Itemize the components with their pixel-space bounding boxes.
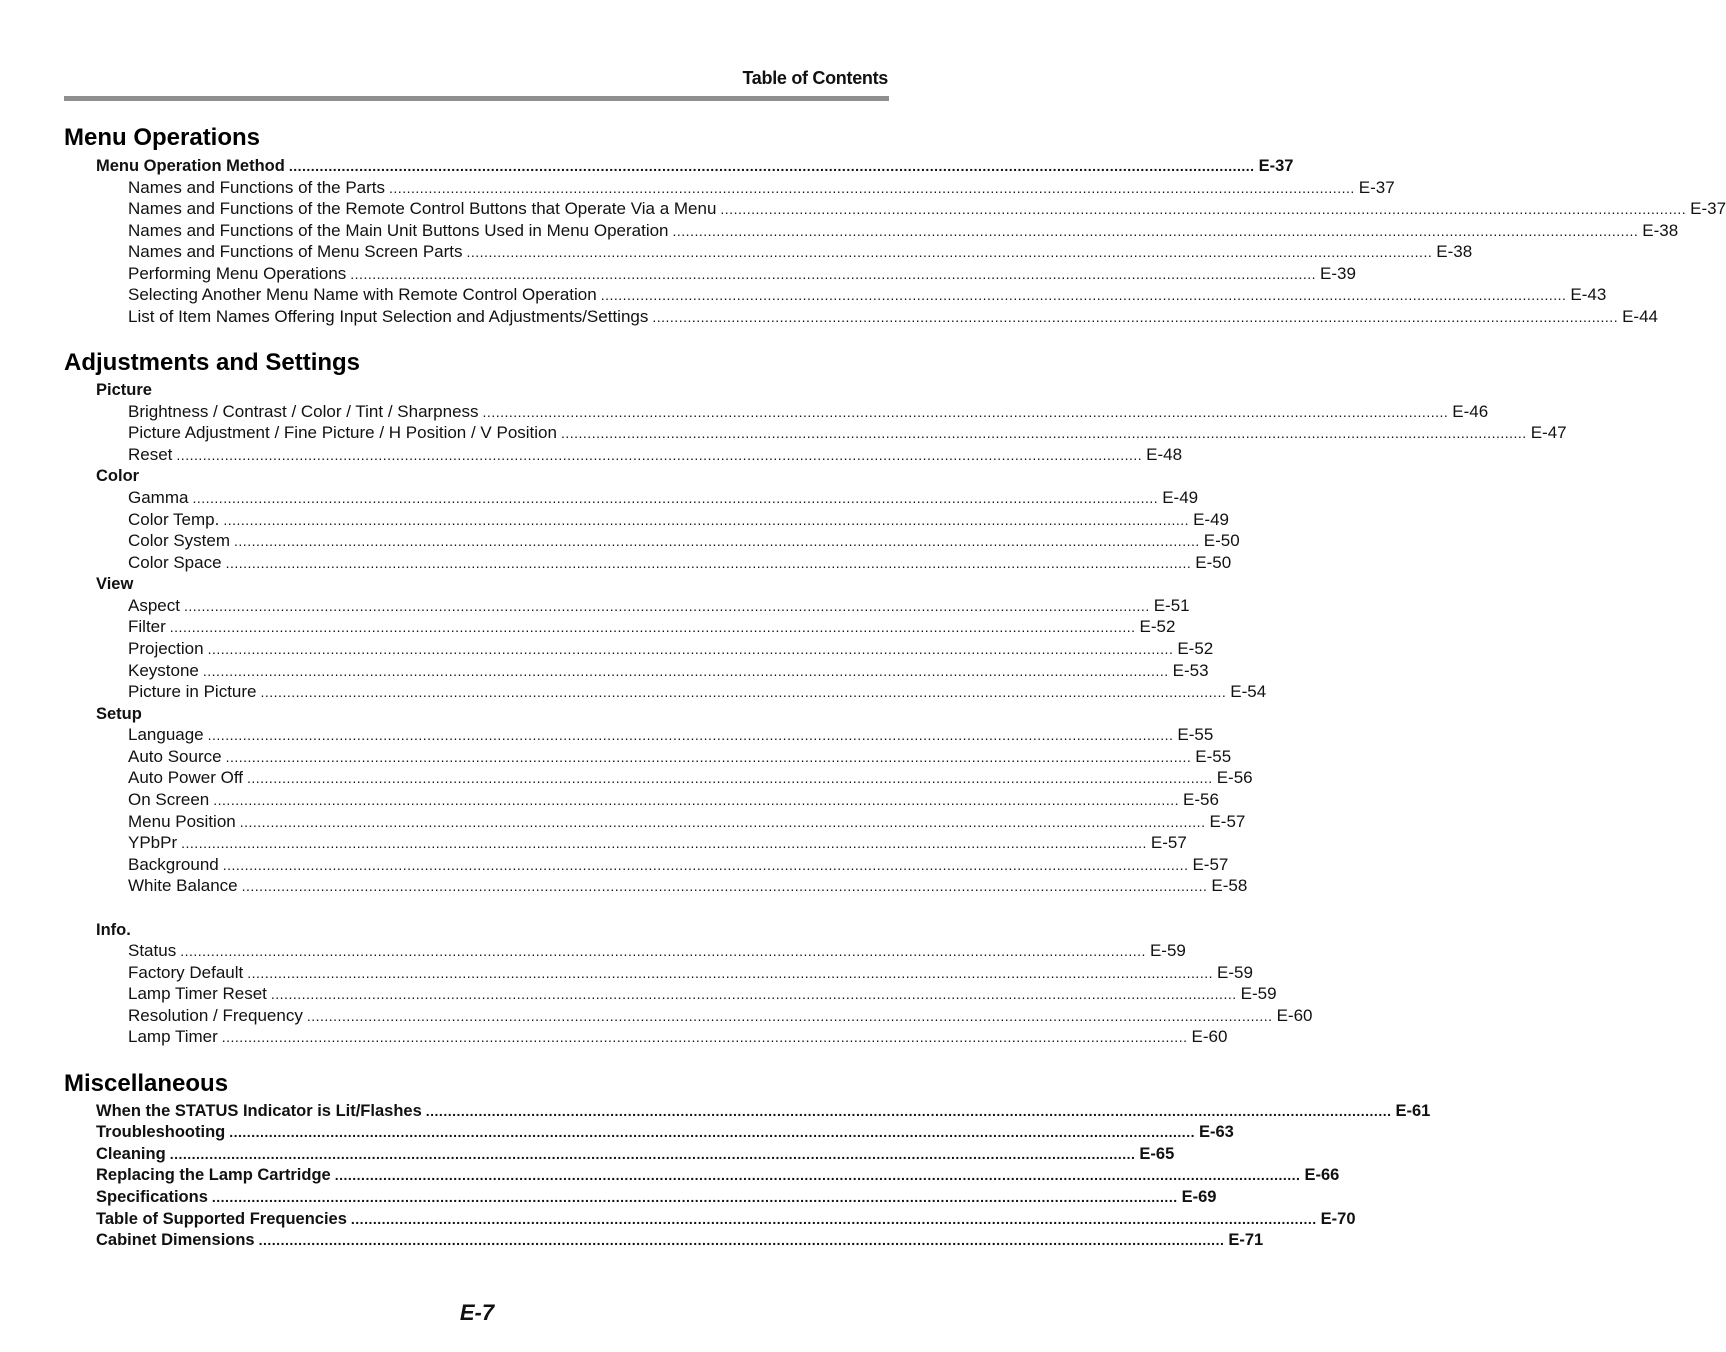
toc-entry-page: E-60	[1276, 1006, 1313, 1025]
toc-entry-title: Auto Source	[128, 747, 222, 766]
toc-entry-title: Names and Functions of Menu Screen Parts	[128, 242, 463, 261]
dot-leader: ............................................................................................................................................................................................................................	[222, 857, 1189, 873]
dot-leader: ............................................................................................................................................................................................................................	[181, 835, 1147, 851]
toc-entry[interactable]	[128, 616, 1176, 638]
toc-entry-page: E-38	[1436, 242, 1473, 261]
dot-leader: ............................................................................................................................................................................................................................	[207, 641, 1174, 657]
toc-entry-title: Menu Operation Method	[96, 157, 285, 175]
toc-entry-page: E-56	[1183, 790, 1219, 809]
toc-entry-page: E-57	[1209, 812, 1246, 831]
toc-entry-title: Color System	[128, 531, 231, 550]
toc-entry-title: List of Item Names Offering Input Selection and Adjustments/Settings	[128, 307, 649, 326]
dot-leader: ............................................................................................................................................................................................................................	[225, 749, 1192, 765]
toc-entry[interactable]	[128, 875, 1248, 897]
section-title-adjustments-settings: Adjustments and Settings	[64, 349, 361, 376]
dot-leader: ............................................................................................................................................................................................................................	[183, 598, 1150, 614]
toc-entry-page: E-56	[1216, 768, 1253, 787]
dot-leader: ............................................................................................................................................................................................................................	[652, 309, 1619, 325]
dot-leader: ............................................................................................................................................................................................................................	[425, 1103, 1392, 1119]
dot-leader: ............................................................................................................................................................................................................................	[223, 512, 1190, 528]
toc-entry[interactable]	[128, 401, 1489, 423]
toc-entry-page: E-47	[1530, 423, 1567, 442]
toc-entry[interactable]	[128, 1026, 1228, 1048]
toc-entry[interactable]	[128, 444, 1183, 466]
dot-leader: ............................................................................................................................................................................................................................	[600, 287, 1567, 303]
toc-entry-page: E-60	[1191, 1027, 1228, 1046]
dot-leader: ............................................................................................................................................................................................................................	[247, 965, 1213, 981]
toc-entry-page: E-52	[1139, 617, 1176, 636]
toc-entry[interactable]	[128, 681, 1267, 703]
dot-leader: ............................................................................................................................................................................................................................	[720, 201, 1687, 217]
section-title-menu-operations: Menu Operations	[64, 124, 261, 151]
toc-entry-page: E-46	[1452, 402, 1489, 421]
group-heading-color: Color	[96, 467, 140, 485]
toc-entry-title: Status	[128, 941, 177, 960]
page-header-title: Table of Contents	[742, 68, 888, 88]
dot-leader: ............................................................................................................................................................................................................................	[180, 943, 1146, 959]
toc-entry-title: Reset	[128, 445, 173, 464]
toc-entry-page: E-52	[1177, 639, 1214, 658]
toc-entry-title: Background	[128, 855, 219, 874]
dot-leader: ............................................................................................................................................................................................................................	[225, 555, 1192, 571]
toc-entry-page: E-49	[1162, 488, 1199, 507]
toc-entry-title: Names and Functions of the Parts	[128, 178, 386, 197]
toc-entry[interactable]	[128, 509, 1229, 531]
toc-entry[interactable]	[128, 724, 1214, 746]
toc-entry[interactable]	[128, 595, 1190, 617]
toc-entry-page: E-50	[1203, 531, 1240, 550]
toc-entry-page: E-50	[1195, 553, 1232, 572]
toc-entry-title: Names and Functions of the Remote Control Buttons that Operate Via a Menu	[128, 199, 717, 218]
toc-entry-title: Table of Supported Frequencies	[96, 1210, 347, 1228]
toc-entry-title: Picture in Picture	[128, 682, 257, 701]
toc-entry-page: E-58	[1211, 876, 1248, 895]
group-heading-picture: Picture	[96, 381, 152, 399]
toc-entry-title: Troubleshooting	[96, 1123, 226, 1141]
toc-entry-page: E-43	[1570, 285, 1607, 304]
toc-entry[interactable]	[128, 983, 1277, 1005]
toc-entry-title: Specifications	[96, 1188, 208, 1206]
dot-leader: ............................................................................................................................................................................................................................	[334, 1167, 1301, 1183]
toc-entry[interactable]	[128, 530, 1240, 552]
toc-entry-page: E-55	[1177, 725, 1214, 744]
toc-entry-title: Performing Menu Operations	[128, 264, 347, 283]
toc-entry-title: Resolution / Frequency	[128, 1006, 303, 1025]
toc-entry-page: E-65	[1139, 1145, 1175, 1163]
toc-entry-title: Filter	[128, 617, 166, 636]
toc-entry-title: White Balance	[128, 876, 238, 895]
toc-entry[interactable]	[128, 198, 1726, 220]
toc-entry-title: YPbPr	[128, 833, 178, 852]
dot-leader: ............................................................................................................................................................................................................................	[260, 684, 1227, 700]
toc-entry[interactable]	[128, 811, 1246, 833]
toc-entry-page: E-39	[1320, 264, 1356, 283]
toc-entry[interactable]	[128, 962, 1253, 984]
toc-entry-title: Names and Functions of the Main Unit Buttons Used in Menu Operation	[128, 221, 669, 240]
dot-leader: ............................................................................................................................................................................................................................	[560, 425, 1527, 441]
toc-entry[interactable]	[128, 767, 1253, 789]
toc-entry-page: E-66	[1304, 1166, 1340, 1184]
toc-entry-page: E-37	[1258, 157, 1294, 175]
section-title-miscellaneous: Miscellaneous	[64, 1070, 229, 1097]
toc-entry-page: E-59	[1240, 984, 1277, 1003]
toc-entry-title: Replacing the Lamp Cartridge	[96, 1166, 331, 1184]
dot-leader: ............................................................................................................................................................................................................................	[482, 404, 1449, 420]
toc-entry-title: Factory Default	[128, 963, 244, 982]
toc-entry[interactable]	[96, 1208, 1356, 1230]
toc-entry-page: E-59	[1217, 963, 1253, 982]
dot-leader: ............................................................................................................................................................................................................................	[211, 1189, 1178, 1205]
toc-entry[interactable]	[128, 241, 1473, 263]
toc-entry[interactable]	[128, 789, 1219, 811]
toc-entry-page: E-71	[1228, 1231, 1264, 1249]
toc-entry-page: E-70	[1320, 1210, 1356, 1228]
toc-entry-page: E-37	[1358, 178, 1395, 197]
toc-entry[interactable]	[128, 940, 1186, 962]
toc-entry-title: On Screen	[128, 790, 210, 809]
toc-entry-page: E-57	[1192, 855, 1229, 874]
toc-entry-page: E-63	[1198, 1123, 1234, 1141]
dot-leader: ............................................................................................................................................................................................................................	[350, 266, 1317, 282]
toc-entry[interactable]	[128, 854, 1229, 876]
toc-entry-page: E-49	[1193, 510, 1229, 529]
dot-leader: ............................................................................................................................................................................................................................	[288, 158, 1255, 174]
group-heading-info: Info.	[96, 921, 131, 939]
toc-entry-title: Color Space	[128, 553, 222, 572]
toc-entry-page: E-55	[1195, 747, 1232, 766]
dot-leader: ............................................................................................................................................................................................................................	[192, 490, 1159, 506]
dot-leader: ............................................................................................................................................................................................................................	[672, 223, 1639, 239]
toc-entry-page: E-69	[1181, 1188, 1217, 1206]
dot-leader: ............................................................................................................................................................................................................................	[169, 1146, 1136, 1162]
toc-entry[interactable]	[128, 487, 1199, 509]
toc-entry-title: Picture Adjustment / Fine Picture / H Position / V Position	[128, 423, 557, 442]
dot-leader: ............................................................................................................................................................................................................................	[229, 1124, 1195, 1140]
toc-entry-page: E-44	[1622, 307, 1659, 326]
dot-leader: ............................................................................................................................................................................................................................	[239, 814, 1206, 830]
toc-entry[interactable]	[128, 263, 1356, 285]
toc-entry-page: E-53	[1172, 661, 1209, 680]
toc-entry[interactable]	[128, 746, 1232, 768]
page-number: E-7	[459, 1300, 495, 1325]
toc-entry-title: When the STATUS Indicator is Lit/Flashes	[96, 1102, 422, 1120]
toc-entry-title: Lamp Timer	[128, 1027, 218, 1046]
toc-entry-page: E-59	[1149, 941, 1186, 960]
toc-entry-title: Language	[128, 725, 204, 744]
toc-entry[interactable]	[128, 1005, 1313, 1027]
dot-leader: ............................................................................................................................................................................................................................	[207, 727, 1174, 743]
toc-entry[interactable]	[96, 1164, 1340, 1186]
toc-entry[interactable]	[128, 660, 1209, 682]
dot-leader: ............................................................................................................................................................................................................................	[176, 447, 1143, 463]
dot-leader: ............................................................................................................................................................................................................................	[258, 1232, 1225, 1248]
toc-entry-page: E-61	[1395, 1102, 1431, 1120]
dot-leader: ............................................................................................................................................................................................................................	[270, 986, 1237, 1002]
toc-entry[interactable]	[96, 1229, 1264, 1251]
toc-entry-title: Selecting Another Menu Name with Remote Control Operation	[128, 285, 597, 304]
toc-entry-page: E-51	[1153, 596, 1190, 615]
toc-entry[interactable]	[96, 1143, 1175, 1165]
toc-entry-title: Projection	[128, 639, 204, 658]
toc-entry[interactable]	[128, 832, 1187, 854]
toc-entry[interactable]	[96, 1121, 1234, 1143]
dot-leader: ............................................................................................................................................................................................................................	[466, 244, 1433, 260]
toc-entry-title: Auto Power Off	[128, 768, 243, 787]
toc-entry[interactable]	[96, 155, 1294, 177]
toc-entry-title: Brightness / Contrast / Color / Tint / Sharpness	[128, 402, 479, 421]
group-heading-setup: Setup	[96, 705, 142, 723]
dot-leader: ............................................................................................................................................................................................................................	[234, 533, 1200, 549]
dot-leader: ............................................................................................................................................................................................................................	[306, 1008, 1273, 1024]
toc-entry[interactable]	[128, 552, 1232, 574]
toc-entry-title: Menu Position	[128, 812, 236, 831]
toc-entry[interactable]	[128, 306, 1659, 328]
toc-entry-page: E-54	[1230, 682, 1267, 701]
toc-entry-page: E-37	[1690, 199, 1726, 218]
toc-entry[interactable]	[96, 1100, 1431, 1122]
toc-entry-title: Cleaning	[96, 1145, 166, 1163]
toc-entry-title: Cabinet Dimensions	[96, 1231, 255, 1249]
toc-entry-title: Gamma	[128, 488, 189, 507]
dot-leader: ............................................................................................................................................................................................................................	[246, 770, 1213, 786]
toc-entry-page: E-57	[1150, 833, 1187, 852]
dot-leader: ............................................................................................................................................................................................................................	[169, 619, 1136, 635]
toc-entry[interactable]	[128, 284, 1607, 306]
dot-leader: ............................................................................................................................................................................................................................	[389, 180, 1355, 196]
toc-entry-page: E-48	[1146, 445, 1183, 464]
toc-entry-title: Lamp Timer Reset	[128, 984, 267, 1003]
dot-leader: ............................................................................................................................................................................................................................	[202, 663, 1169, 679]
dot-leader: ............................................................................................................................................................................................................................	[350, 1211, 1317, 1227]
toc-entry-title: Keystone	[128, 661, 199, 680]
header-divider	[64, 96, 889, 101]
dot-leader: ............................................................................................................................................................................................................................	[213, 792, 1179, 808]
dot-leader: ............................................................................................................................................................................................................................	[241, 878, 1208, 894]
toc-entry[interactable]	[96, 1186, 1217, 1208]
dot-leader: ............................................................................................................................................................................................................................	[221, 1029, 1188, 1045]
toc-entry[interactable]	[128, 422, 1567, 444]
toc-entry[interactable]	[128, 638, 1214, 660]
toc-entry-page: E-38	[1642, 221, 1679, 240]
group-heading-view: View	[96, 575, 134, 593]
toc-entry[interactable]	[128, 220, 1679, 242]
toc-entry[interactable]	[128, 177, 1395, 199]
toc-entry-title: Color Temp.	[128, 510, 220, 529]
toc-entry-title: Aspect	[128, 596, 180, 615]
